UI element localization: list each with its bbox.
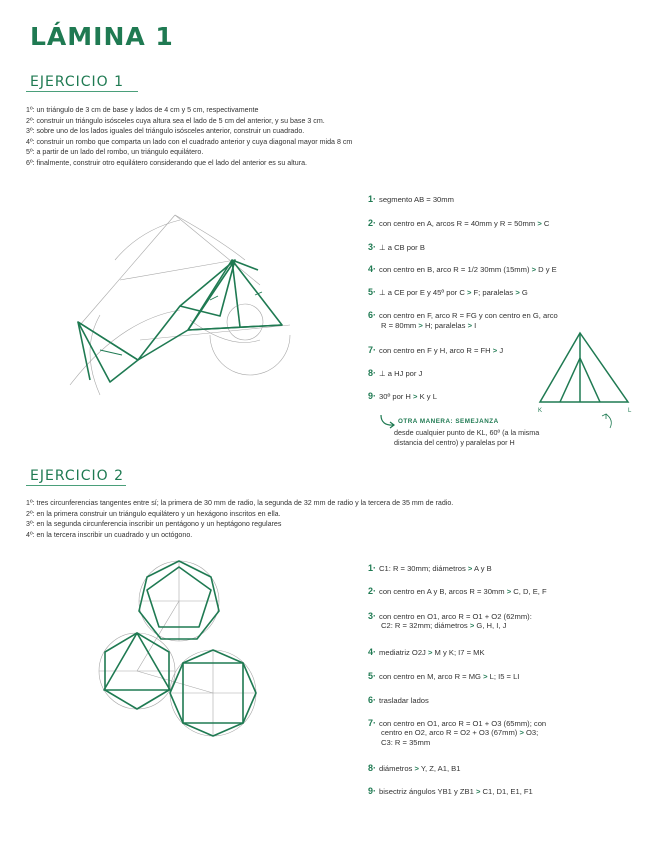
ex2-step: 2· con centro en A y B, arcos R = 30mm > C, D, E, F [368,586,547,596]
ex1-statement: 4º: construir un rombo que comparta un lado con el cuadrado anterior y cuya diagonal mayor mida 8 cm [26,137,353,146]
ex2-statement: 4º: en la tercera inscribir un cuadrado y un octógono. [26,530,193,539]
ex2-step: 7· con centro en O1, arco R = O1 + O3 (65mm); con [368,718,547,728]
ex1-step: 8· ⊥ a HJ por J [368,368,423,378]
ex1-step: 9· 30º por H > K y L [368,391,437,401]
ex1-step: 1· segmento AB = 30mm [368,194,454,204]
sheet-title: LÁMINA 1 [30,22,174,51]
ex2-step: C3: R = 35mm [381,738,431,747]
ex1-title: EJERCICIO 1 [30,74,125,90]
ex1-statement: 2º: construir un triángulo isósceles cuya altura sea el lado de 5 cm del anterior, y su base 3 cm. [26,116,325,125]
ex2-steps [368,563,653,803]
ex2-step: 4· mediatriz O2J > M y K; I7 = MK [368,647,485,657]
ex1-title-underline [26,91,138,92]
ex2-step: centro en O2, arco R = O2 + O3 (67mm) > O3; [381,728,539,737]
ex2-geometry-drawing [85,553,265,753]
similarity-triangle-figure [532,328,642,438]
ex1-step: 2· con centro en A, arcos R = 40mm y R = 50mm > C [368,218,550,228]
ex1-step: 5· ⊥ a CE por E y 45º por C > F; paralelas > G [368,287,528,297]
label-l: L [628,408,632,414]
ex2-statements [26,498,453,540]
ex2-step: 5· con centro en M, arco R = MG > L; I5 = LI [368,671,520,681]
ex2-step: C2: R = 32mm; diámetros > G, H, I, J [381,621,507,630]
ex1-statement: 5º: a partir de un lado del rombo, un triángulo equilátero. [26,148,204,156]
ex1-step: R = 80mm > H; paralelas > I [381,321,477,330]
ex2-step: 1· C1: R = 30mm; diámetros > A y B [368,563,492,573]
ex1-geometry-drawing [60,200,310,405]
ex2-title-underline [26,485,126,486]
note-title: OTRA MANERA: SEMEJANZA [398,418,499,425]
ex1-step: 6· con centro en F, arco R = FG y con centro en G, arco [368,310,558,320]
ex2-step: 6· trasladar lados [368,695,429,705]
ex2-step: 3· con centro en O1, arco R = O1 + O2 (62mm): [368,611,532,621]
ex1-statement: 3º: sobre uno de los lados iguales del triángulo isósceles anterior, construir un cuadrado. [26,127,305,135]
ex1-statement: 1º: un triángulo de 3 cm de base y lados de 4 cm y 5 cm, respectivamente [26,106,259,114]
ex2-statement: 1º: tres circunferencias tangentes entre sí; la primera de 30 mm de radio, la segunda de 32 mm de radio y la tercera de 35 mm de radio. [26,499,454,507]
ex1-step: 4· con centro en B, arco R = 1/2 30mm (15mm) > D y E [368,264,557,274]
ex1-statement: 6º: finalmente, construir otro equilátero considerando que el lado del anterior es su altura. [26,158,307,167]
ex2-step: 9· bisectriz ángulos YB1 y ZB1 > C1, D1, E1, F1 [368,786,533,796]
ex2-statement: 2º: en la primera construir un triángulo equilátero y un hexágono inscritos en ella. [26,509,281,518]
ex1-step: 7· con centro en F y H, arco R = FH > J [368,345,504,355]
note-text: desde cualquier punto de KL, 60º (a la misma distancia del centro) y paralelas por H [394,428,540,447]
ex1-step: 3· ⊥ a CB por B [368,242,425,252]
ex2-title: EJERCICIO 2 [30,468,125,484]
ex2-step: 8· diámetros > Y, Z, A1, B1 [368,763,461,773]
label-k: K [538,408,543,414]
ex2-statement: 3º: en la segunda circunferencia inscribir un pentágono y un heptágono regulares [26,520,282,528]
ex1-statements [26,105,352,168]
